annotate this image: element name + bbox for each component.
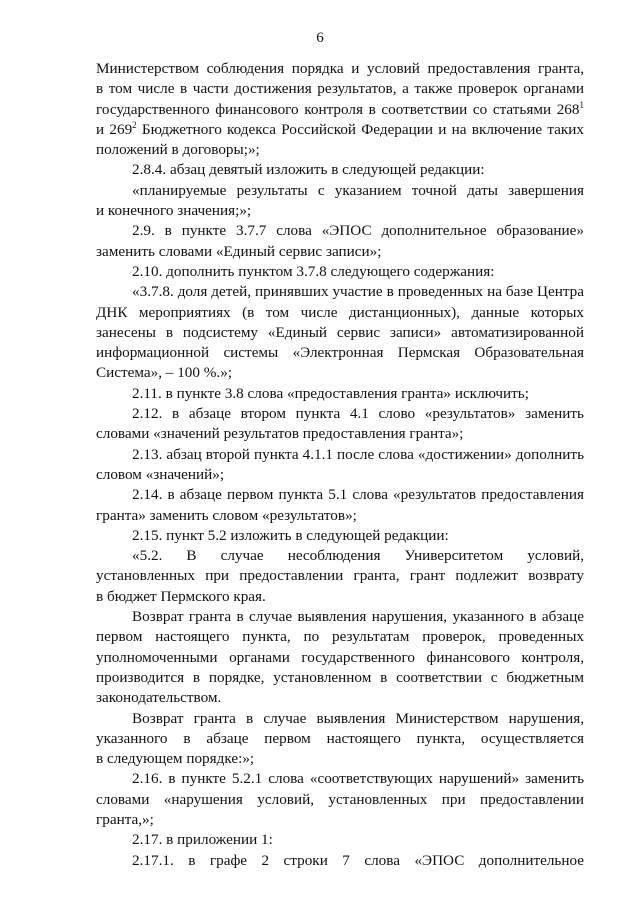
text-line xyxy=(96,100,584,120)
text-line: «3.7.8. доля детей, принявших участие в проведенных на базе Центра xyxy=(132,283,584,301)
superscript: 2 xyxy=(132,119,137,130)
text-line: словами «значений результатов предоставления гранта»; xyxy=(96,425,464,443)
text-line: Система», – 100 %.»; xyxy=(96,364,233,382)
text-line: и конечного значения;»; xyxy=(96,202,252,220)
text-line: в следующем порядке:»; xyxy=(96,750,255,768)
text-line: заменить словами «Единый сервис записи»; xyxy=(96,242,382,260)
text-line: установленных при предоставлении гранта, грант подлежит возврату xyxy=(96,567,584,585)
text-line: 2.10. дополнить пунктом 3.7.8 следующего содержания: xyxy=(132,262,495,280)
text-line: 2.16. в пункте 5.2.1 слова «соответствующих нарушений» заменить xyxy=(132,770,584,788)
text-line: указанного в абзаце первом настоящего пункта, осуществляется xyxy=(96,729,584,747)
superscript: 1 xyxy=(579,99,584,110)
page-number: 6 xyxy=(316,30,324,46)
text-line: «5.2. В случае несоблюдения Университетом условий, xyxy=(132,547,584,565)
text-line: 2.9. в пункте 3.7.7 слова «ЭПОС дополнительное образование» xyxy=(132,222,584,240)
text-line xyxy=(96,120,584,140)
text-line: законодательством. xyxy=(96,689,222,707)
text-line: 2.17.1. в графе 2 строки 7 слова «ЭПОС дополнительное xyxy=(132,851,584,869)
text-fragment: и 269 xyxy=(96,120,133,138)
text-line: информационной системы «Электронная Пермская Образовательная xyxy=(96,344,584,362)
text-line: 2.15. пункт 5.2 изложить в следующей редакции: xyxy=(132,526,449,544)
text-line: 2.13. абзац второй пункта 4.1.1 после слова «достижении» дополнить xyxy=(132,445,584,463)
text-line: 2.11. в пункте 3.8 слова «предоставления гранта» исключить; xyxy=(132,384,529,402)
text-line: в том числе в части достижения результатов, а также проверок органами xyxy=(96,80,584,98)
text-line: гранта,»; xyxy=(96,810,154,828)
text-line: 2.8.4. абзац девятый изложить в следующей редакции: xyxy=(132,161,485,179)
text-line: словами «нарушения условий, установленных при предоставлении xyxy=(96,790,584,808)
text-fragment: государственного финансового контроля в соответствии со статьями 268 xyxy=(96,100,580,118)
text-line: «планируемые результаты с указанием точной даты завершения xyxy=(132,181,584,199)
text-line: производится в порядке, установленном в соответствии с бюджетным xyxy=(96,668,584,686)
text-line: гранта» заменить словом «результатов»; xyxy=(96,506,357,524)
text-line: в бюджет Пермского края. xyxy=(96,587,266,605)
text-line: уполномоченными органами государственного финансового контроля, xyxy=(96,648,584,666)
document-body xyxy=(96,59,584,871)
text-line: 2.17. в приложении 1: xyxy=(132,831,273,849)
text-line: Возврат гранта в случае выявления нарушения, указанного в абзаце xyxy=(132,608,584,626)
text-line: первом настоящего пункта, по результатам проверок, проведенных xyxy=(96,628,584,646)
text-line: ДНК мероприятиях (в том числе дистанционных), данные которых xyxy=(96,303,584,321)
text-line: Возврат гранта в случае выявления Министерством нарушения, xyxy=(132,709,584,727)
text-line: положений в договоры;»; xyxy=(96,141,260,159)
text-line: Министерством соблюдения порядка и условий предоставления гранта, xyxy=(96,60,584,77)
text-fragment: Бюджетного кодекса Российской Федерации и на включение таких xyxy=(136,120,584,138)
text-line: словом «значений»; xyxy=(96,465,225,483)
text-line: 2.14. в абзаце первом пункта 5.1 слова «результатов предоставления xyxy=(132,486,584,504)
text-line: 2.12. в абзаце втором пункта 4.1 слово «результатов» заменить xyxy=(132,405,584,423)
text-line: занесены в подсистему «Единый сервис записи» автоматизированной xyxy=(96,323,584,341)
